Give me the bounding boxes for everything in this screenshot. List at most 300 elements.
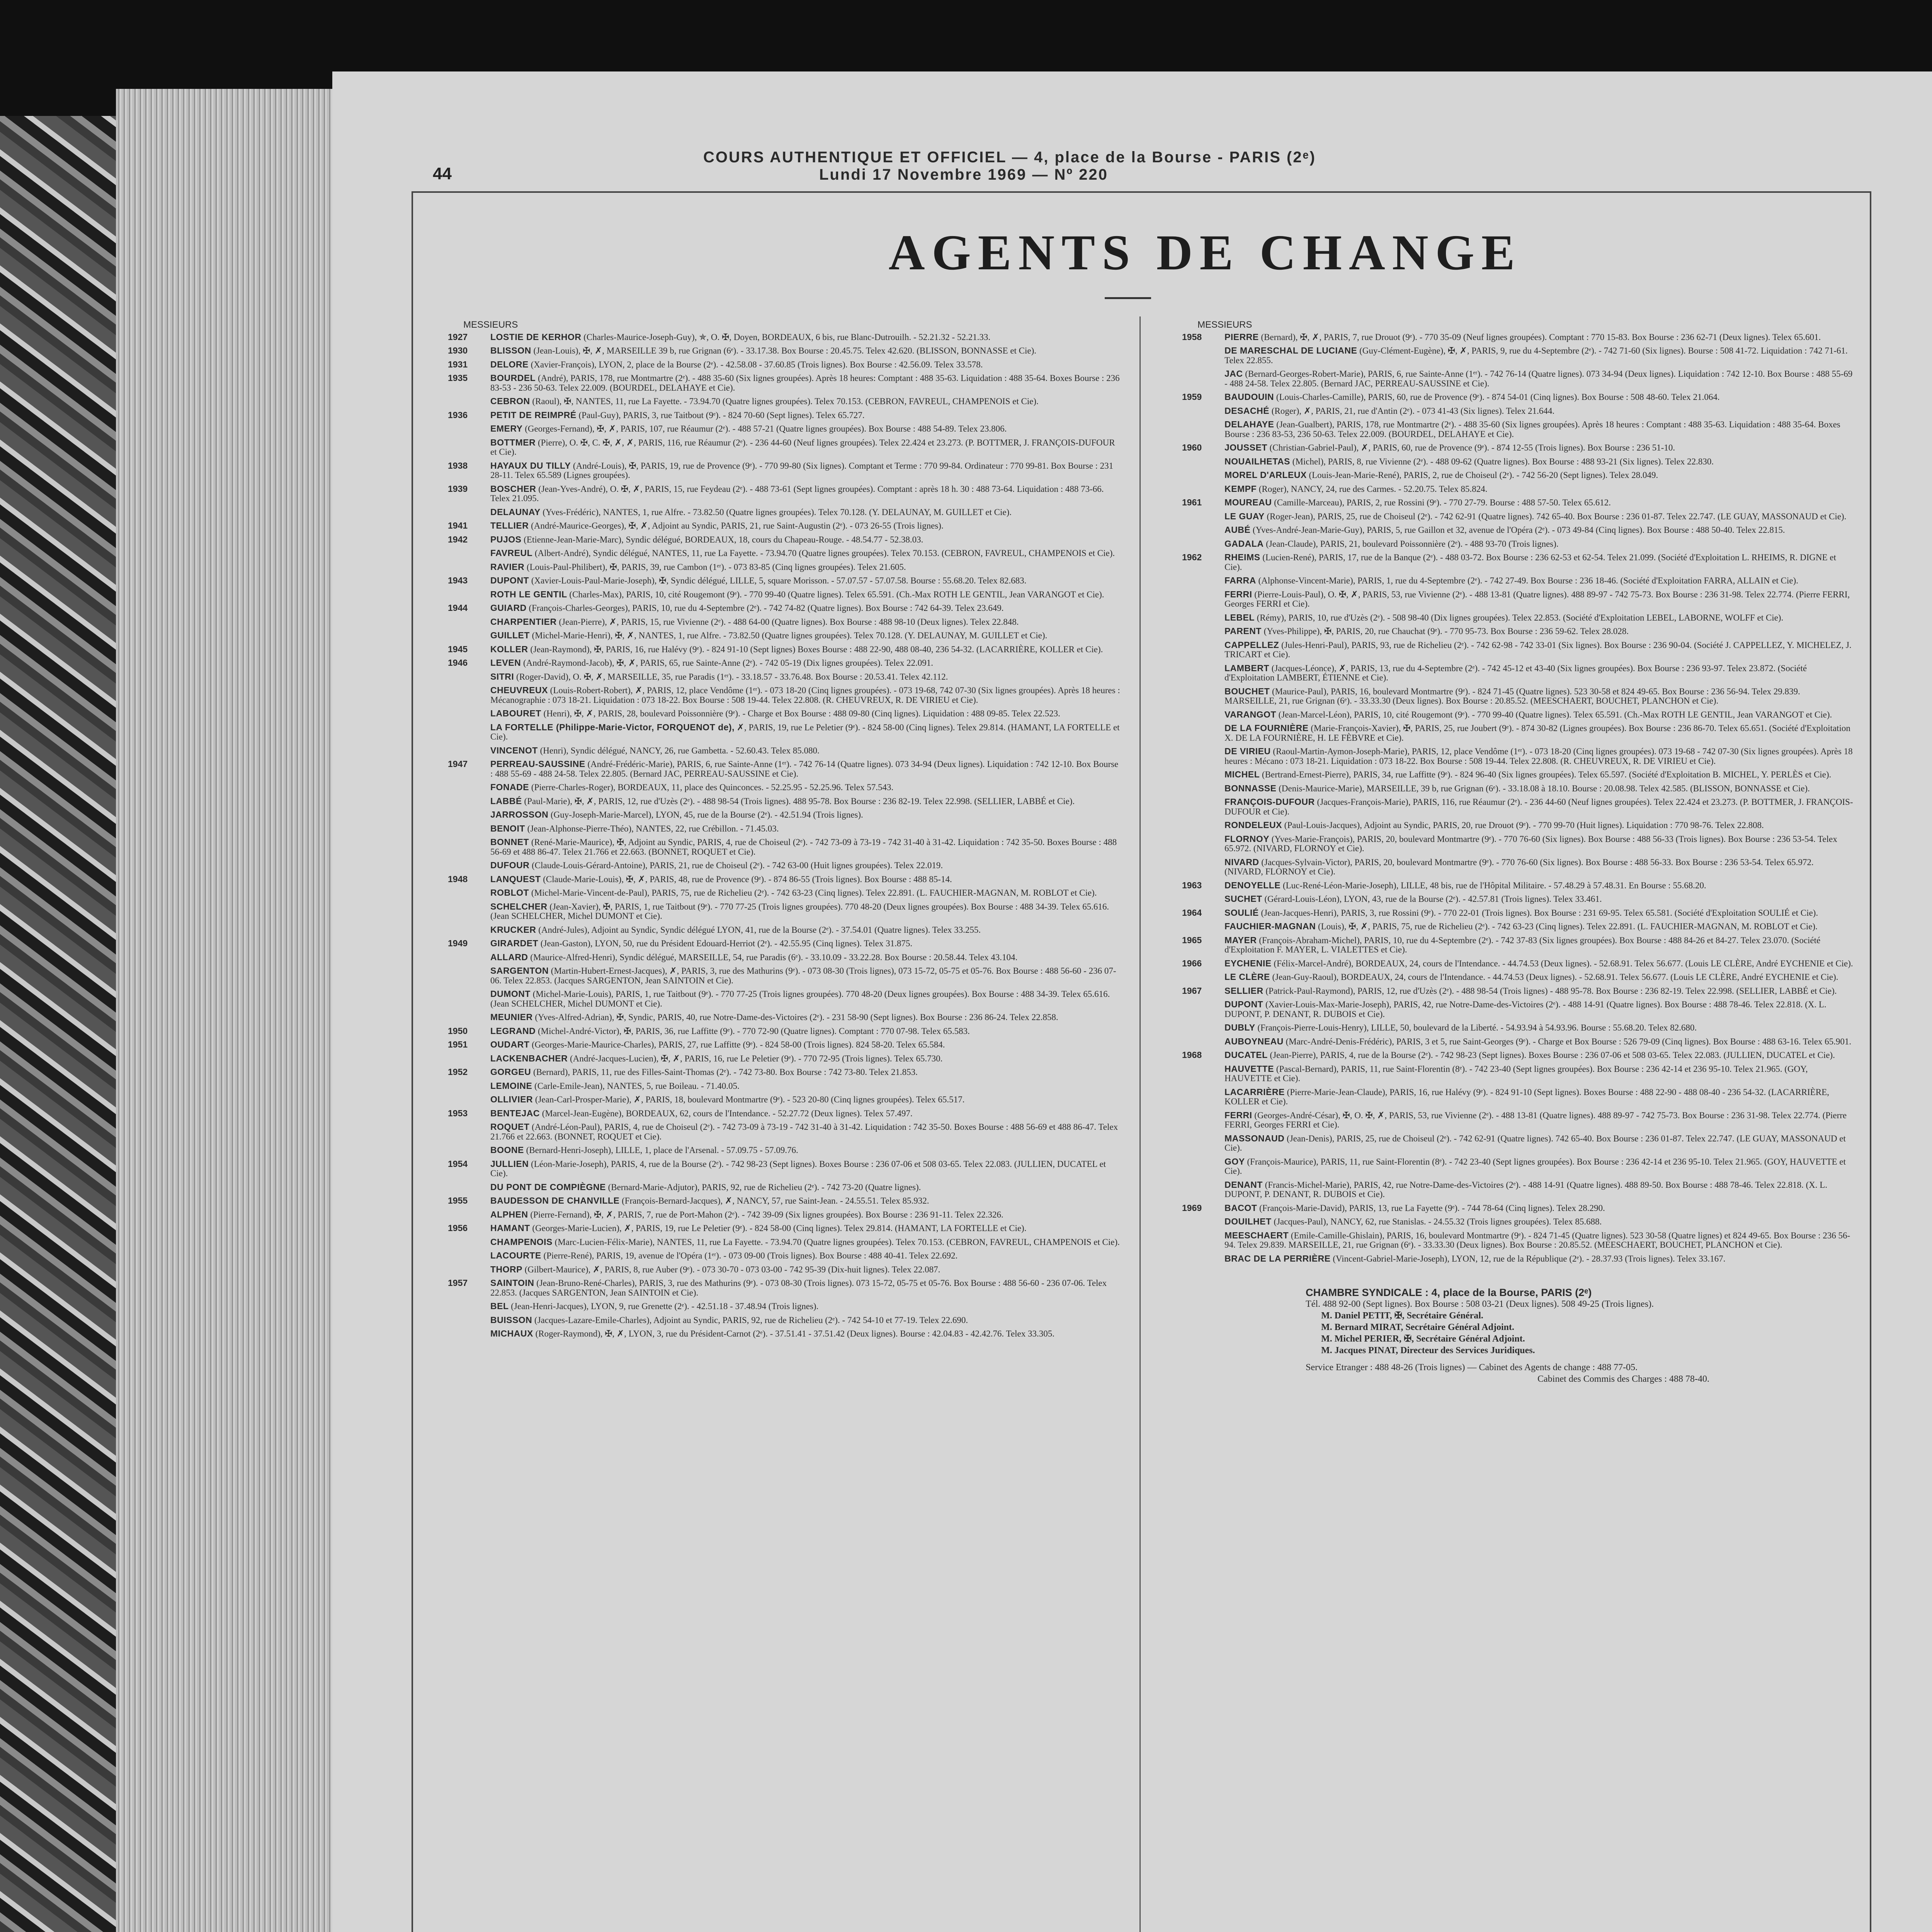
entry-year: 1965 [1182, 935, 1202, 945]
agent-entry [448, 373, 1120, 393]
agent-name: GOY [1225, 1156, 1245, 1167]
entry-year: 1969 [1182, 1202, 1202, 1213]
agent-details: (Jean-Alphonse-Pierre-Théo), NANTES, 22, rue Crébillon. - 71.45.03. [527, 823, 779, 833]
agent-name: RONDELEUX [1225, 820, 1282, 830]
agent-name: TELLIER [490, 520, 529, 531]
agent-name: LACOURTE [490, 1250, 541, 1260]
agent-entry [448, 672, 1120, 682]
agent-details: (André-Jules), Adjoint au Syndic, Syndic délégué LYON, 41, rue de la Bourse (2ᵉ). - 37.54.01 (Quatre lignes). Telex 33.255. [538, 925, 981, 935]
agent-details: (Louis-Paul-Philibert), ✠, PARIS, 39, rue Cambon (1ᵉʳ). - 073 83-85 (Cinq lignes groupées). Telex 21.605. [526, 562, 906, 572]
agent-details: (Pierre-Marie-Jean-Claude), PARIS, 16, rue Halévy (9ᵉ). - 824 91-10 (Sept lignes). Boxes Bourse : 488 22-90 - 488 08-40 - 236 54-32. (LACARRIÈRE, KOLLER et Cie). [1225, 1087, 1829, 1106]
agent-details: (François-Abraham-Michel), PARIS, 10, rue du 4-Septembre (2ᵉ). - 742 37-83 (Six lignes groupées). Box Bourse : 488 84-26 et 84-27. Telex 23.070. (Société d'Exploitation F. MAYER, L. VIALETTES et Cie). [1225, 935, 1821, 954]
agent-entry [448, 902, 1120, 921]
agent-entry [448, 685, 1120, 705]
agent-details: (Georges-Marie-Maurice-Charles), PARIS, 27, rue Laffitte (9ᵉ). - 824 58-00 (Trois lignes). 824 58-20. Telex 65.584. [532, 1040, 945, 1049]
agent-name: FARRA [1225, 575, 1256, 585]
agent-entry [1182, 986, 1854, 996]
agent-entry [1182, 935, 1854, 955]
agent-name: GORGEU [490, 1067, 531, 1077]
agent-details: (Guy-Joseph-Marie-Marcel), LYON, 45, rue de la Bourse (2ᵉ). - 42.51.94 (Trois lignes). [550, 810, 863, 820]
agent-entry [448, 796, 1120, 806]
agent-entry [448, 1182, 1120, 1192]
agent-name: BOONE [490, 1145, 524, 1155]
agent-name: BLISSON [490, 345, 531, 355]
agent-entry [448, 1159, 1120, 1179]
agent-name: LACKENBACHER [490, 1053, 568, 1063]
agent-entry [1182, 1254, 1854, 1264]
agent-entry [1182, 820, 1854, 830]
right-column [1182, 320, 1854, 1385]
agent-details: (Jean-Carl-Prosper-Marie), ✗, PARIS, 18, boulevard Montmartre (9ᵉ). - 523 20-80 (Cinq lignes groupées). Telex 65.517. [535, 1095, 965, 1104]
agent-name: DOUILHET [1225, 1216, 1272, 1226]
entry-year: 1951 [448, 1039, 468, 1049]
agent-entry [1182, 723, 1854, 743]
agent-entry [448, 925, 1120, 935]
agent-name: BEL [490, 1301, 509, 1311]
agent-details: (Pierre-Louis-Paul), O. ✠, ✗, PARIS, 53, rue Vivienne (2ᵉ). - 488 13-81 (Quatre lignes). 488 89-97 - 742 75-73. Box Bourse : 236 31-98. Telex 22.774. (Pierre FERRI, Georges FERRI et Cie). [1225, 589, 1850, 609]
agent-name: LOSTIE DE KERHOR [490, 332, 582, 342]
agent-details: (Claude-Marie-Louis), ✠, ✗, PARIS, 48, rue de Provence (9ᵉ). - 874 86-55 (Trois lignes). Box Bourse : 488 85-14. [543, 874, 952, 884]
agent-entry [448, 410, 1120, 420]
agent-details: (François-Charles-Georges), PARIS, 10, rue du 4-Septembre (2ᵉ). - 742 74-82 (Quatre lignes). Box Bourse : 742 64-39. Telex 23.649. [529, 603, 1004, 613]
column-heading: MESSIEURS [463, 320, 518, 330]
agent-entry [1182, 747, 1854, 766]
agent-entry [1182, 640, 1854, 660]
agent-entry [1182, 1180, 1854, 1199]
agent-entry [1182, 784, 1854, 794]
agent-entry [1182, 908, 1854, 918]
agent-entry [448, 360, 1120, 370]
agent-details: (Maurice-Paul), PARIS, 16, boulevard Montmartre (9ᵉ). - 824 71-45 (Quatre lignes). 523 30-58 et 824 49-65. Box Bourse : 236 56-94. Telex 29.839. MARSEILLE, 21, rue Grignan (6ᵉ). - 33.33.30 (Deux lignes). Box Bourse : 20.85.52. (MEESCHAERT, BOUCHET, PLANCHON et Cie). [1225, 686, 1800, 706]
agent-name: DE LA FOURNIÈRE [1225, 723, 1309, 733]
entry-year: 1927 [448, 332, 468, 342]
agent-entry [448, 1040, 1120, 1050]
agent-details: (Gilbert-Maurice), ✗, PARIS, 8, rue Auber (9ᵉ). - 073 30-70 - 073 03-00 - 742 95-39 (Dix-huit lignes). Telex 22.087. [524, 1264, 940, 1274]
agent-name: BAUDESSON DE CHANVILLE [490, 1196, 620, 1206]
entry-year: 1968 [1182, 1050, 1202, 1060]
agent-name: OLLIVIER [490, 1094, 533, 1104]
agent-details: (Yves-Frédéric), NANTES, 1, rue Alfre. - 73.82.50 (Quatre lignes groupées). Telex 70.128. (Y. DELAUNAY, M. GUILLET et Cie). [543, 507, 1012, 517]
agent-details: (Xavier-Louis-Max-Marie-Joseph), PARIS, 42, rue Notre-Dame-des-Victoires (2ᵉ). - 488 14-91 (Quatre lignes). Box Bourse : 488 78-46. Telex 22.818. (X. L. DUPONT, P. DENANT, R. DUBOIS et Cie). [1225, 1000, 1827, 1019]
agent-name: RAVIER [490, 561, 525, 572]
agent-details: (Pierre-Fernand), ✠, ✗, PARIS, 7, rue de Port-Mahon (2ᵉ). - 742 39-09 (Six lignes groupées). Box Bourse : 236 91-11. Telex 22.326. [530, 1209, 1003, 1219]
agent-details: (Raoul), ✠, NANTES, 11, rue La Fayette. - 73.94.70 (Quatre lignes groupées). Telex 70.153. (CEBRON, FAVREUL, CHAMPENOIS et Cie). [532, 396, 1039, 406]
agent-details: (Bernard-Marie-Adjutor), PARIS, 92, rue de Richelieu (2ᵉ). - 742 73-20 (Quatre lignes). [608, 1182, 921, 1192]
agent-details: (Xavier-François), LYON, 2, place de la Bourse (2ᵉ). - 42.58.08 - 37.60.85 (Trois lignes). Box Bourse : 42.56.09. Telex 33.578. [531, 359, 983, 369]
agent-entry [448, 782, 1120, 793]
agent-name: LABBÉ [490, 796, 522, 806]
entry-year: 1957 [448, 1278, 468, 1288]
agent-name: JAC [1225, 369, 1243, 379]
agent-entry [448, 346, 1120, 356]
entry-year: 1949 [448, 938, 468, 948]
agent-entry [448, 424, 1120, 434]
entry-year: 1930 [448, 345, 468, 355]
agent-details: (Jean-Louis), ✠, ✗, MARSEILLE 39 b, rue Grignan (6ᵉ). - 33.17.38. Box Bourse : 20.45.75. Telex 42.620. (BLISSON, BONNASSE et Cie). [533, 346, 1037, 355]
agent-details: (René-Marie-Maurice), ✠, Adjoint au Syndic, PARIS, 4, rue de Choiseul (2ᵉ). - 742 73-09 à 73-19 - 742 31-40 à 31-42. Liquidation : 742 35-50. Boxes Bourse : 488 56-69 et 488 86-47. Telex 21.766 et 22.663. (BONNET, ROQUET et Cie). [490, 837, 1117, 857]
agent-name: JOUSSET [1225, 442, 1267, 452]
agent-name: PIERRE [1225, 332, 1259, 342]
agent-details: (Paul-Guy), PARIS, 3, rue Taitbout (9ᵉ). - 824 70-60 (Sept lignes). Telex 65.727. [578, 410, 865, 420]
agent-details: (Michel-Marie-Henri), ✠, ✗, NANTES, 1, rue Alfre. - 73.82.50 (Quatre lignes groupées). Telex 70.128. (Y. DELAUNAY, M. GUILLET et Cie). [532, 631, 1048, 640]
agent-name: CHAMPENOIS [490, 1236, 553, 1247]
agent-name: FONADE [490, 782, 529, 792]
agent-entry [448, 837, 1120, 857]
agent-entry [1182, 857, 1854, 877]
agent-name: PERREAU-SAUSSINE [490, 759, 585, 769]
agent-details: (Michel-Marie-Vincent-de-Paul), PARIS, 75, rue de Richelieu (2ᵉ). - 742 63-23 (Cinq lignes). Telex 22.891. (L. FAUCHIER-MAGNAN, M. ROBLOT et Cie). [531, 888, 1097, 898]
agent-entry [1182, 894, 1854, 904]
chambre-member: M. Michel PERIER, ✠, Secrétaire Général Adjoint. [1321, 1334, 1525, 1344]
agent-name: JARROSSON [490, 810, 549, 820]
agent-entry [448, 484, 1120, 503]
entry-year: 1959 [1182, 392, 1202, 402]
column-heading: MESSIEURS [1197, 320, 1252, 330]
agent-details: (Léon-Marie-Joseph), PARIS, 4, rue de la Bourse (2ᵉ). - 742 98-23 (Sept lignes). Boxes Bourse : 236 07-06 et 508 03-65. Telex 22.083. (JULLIEN, DUCATEL et Cie). [490, 1159, 1106, 1178]
entry-year: 1956 [448, 1223, 468, 1233]
agent-details: (Jean-Gualbert), PARIS, 178, rue Montmartre (2ᵉ). - 488 35-60 (Six lignes groupées). Après 18 heures : Comptant : 488 35-63. Liquidation : 488 35-64. Boxes Bourse : 236 83-53, 236 50-63. Telex 22.009. (BOURDEL, DELAHAYE et Cie). [1225, 420, 1840, 439]
agent-details: (Jean-Gaston), LYON, 50, rue du Président Edouard-Herriot (2ᵉ). - 42.55.95 (Cinq lignes). Telex 31.875. [540, 939, 913, 948]
agent-entry [1182, 498, 1854, 508]
book-binding [0, 116, 128, 1932]
agent-entry [1182, 332, 1854, 342]
agent-details: (Etienne-Jean-Marie-Marc), Syndic délégué, BORDEAUX, 18, cours du Chapeau-Rouge. - 48.54.77 - 52.38.03. [524, 534, 923, 544]
agent-details: (Pierre-René), PARIS, 19, avenue de l'Opéra (1ᵉʳ). - 073 09-00 (Trois lignes). Box Bourse : 488 40-41. Telex 22.692. [543, 1251, 958, 1260]
agent-entry [448, 746, 1120, 756]
agent-name: MICHAUX [490, 1328, 533, 1338]
agent-details: (Roger-David), O. ✠, ✗, MARSEILLE, 35, rue Paradis (1ᵉʳ). - 33.18.57 - 33.76.48. Box Bourse : 20.53.41. Telex 42.112. [516, 672, 948, 682]
chambre-tel: Tél. 488 92-00 (Sept lignes). Box Bourse : 508 03-21 (Deux lignes). 508 49-25 (Trois lignes). [1306, 1299, 1654, 1309]
agent-entry [1182, 369, 1854, 388]
chambre-syndicale [1182, 1287, 1854, 1385]
agent-entry [1182, 1023, 1854, 1033]
agent-entry [448, 576, 1120, 586]
agent-entry [448, 1067, 1120, 1077]
agent-details: (Paul-Louis-Jacques), Adjoint au Syndic, PARIS, 20, rue Drouot (9ᵉ). - 770 99-70 (Huit lignes). Liquidation : 770 98-76. Telex 22.808. [1284, 820, 1764, 830]
agent-name: LAMBERT [1225, 663, 1269, 673]
agent-details: (François-Maurice), PARIS, 11, rue Saint-Florentin (8ᵉ). - 742 23-40 (Sept lignes groupées). Box Bourse : 236 42-14 et 236 95-10. Telex 21.965. (GOY, HAUVETTE et Cie). [1225, 1156, 1846, 1176]
agent-entry [448, 617, 1120, 627]
agent-name: LANQUEST [490, 874, 541, 884]
entry-year: 1961 [1182, 497, 1202, 507]
agent-name: BONNET [490, 837, 529, 847]
entry-year: 1939 [448, 483, 468, 494]
agent-name: DELORE [490, 359, 529, 369]
agent-entry [448, 952, 1120, 963]
agent-name: MASSONAUD [1225, 1133, 1285, 1143]
agent-name: PUJOS [490, 534, 522, 544]
entry-year: 1945 [448, 644, 468, 654]
agent-details: (Jean-Claude), PARIS, 21, boulevard Poissonnière (2ᵉ). - 488 93-70 (Trois lignes). [1266, 539, 1559, 549]
agent-details: (Jean-Marcel-Léon), PARIS, 10, cité Rougemont (9ᵉ). - 770 99-40 (Quatre lignes). Telex 65.591. (Ch.-Max ROTH LE GENTIL, Jean VARANGOT et Cie). [1278, 709, 1832, 719]
agent-details: (Maurice-Alfred-Henri), Syndic délégué, MARSEILLE, 54, rue Paradis (6ᵉ). - 33.10.09 - 33.22.28. Box Bourse : 20.58.44. Telex 43.104. [530, 952, 1018, 962]
agent-details: (François-Bernard-Jacques), ✗, NANCY, 57, rue Saint-Jean. - 24.55.51. Telex 85.932. [622, 1196, 929, 1206]
agent-details: (Michel-Marie-Louis), PARIS, 1, rue Taitbout (9ᵉ). - 770 77-25 (Trois lignes groupées). 770 48-20 (Deux lignes groupées). Box Bourse : 488 34-39. Telex 65.616. (Jean SCHELCHER, Michel DUMONT et Cie). [490, 989, 1110, 1009]
agent-name: HAMANT [490, 1223, 530, 1233]
agent-details: (Emile-Camille-Ghislain), PARIS, 16, boulevard Montmartre (9ᵉ). - 824 71-45 (Quatre lignes). 523 30-58 (Quatre lignes) et 824 49-65. Box Bourse : 236 56-94. Telex 29.839. MARSEILLE, 21, rue Grignan (6ᵉ). - 33.33.30 (Deux lignes). Box Bourse : 20.85.52. (MEESCHAERT, BOUCHET, PLANCHON et Cie). [1225, 1230, 1850, 1250]
agent-name: MEESCHAERT [1225, 1230, 1289, 1240]
agent-details: (François-Pierre-Louis-Henry), LILLE, 50, boulevard de la Liberté. - 54.93.94 à 54.93.96. Bourse : 55.68.20. Telex 82.680. [1257, 1023, 1697, 1032]
agent-entry [448, 590, 1120, 600]
agent-details: (Bernard-Georges-Robert-Marie), PARIS, 6, rue Sainte-Anne (1ᵉʳ). - 742 76-14 (Quatre lignes). 073 34-94 (Deux lignes). Liquidation : 742 12-10. Box Bourse : 488 55-69 - 488 24-58. Telex 22.805. (Bernard JAC, PERREAU-SAUSSINE et Cie). [1225, 369, 1853, 388]
agent-name: NOUAILHETAS [1225, 456, 1290, 466]
agent-details: (Francis-Michel-Marie), PARIS, 42, rue Notre-Dame-des-Victoires (2ᵉ). - 488 14-91 (Quatre lignes). 488 89-50. Box Bourse : 488 78-46. Telex 22.818. (X. L. DUPONT, P. DENANT, R. DUBOIS et Cie). [1225, 1180, 1828, 1199]
entry-year: 1960 [1182, 442, 1202, 452]
agent-details: (Roger-Jean), PARIS, 25, rue de Choiseul (2ᵉ). - 742 62-91 (Quatre lignes). 742 65-40. Box Bourse : 236 01-87. Telex 22.747. (LE GUAY, MASSONAUD et Cie). [1267, 511, 1847, 521]
agent-name: MAYER [1225, 935, 1257, 945]
entry-year: 1938 [448, 460, 468, 471]
agent-details: (André-Léon-Paul), PARIS, 4, rue de Choiseul (2ᵉ). - 742 73-09 à 73-19 - 742 31-40 à 31-42. Liquidation : 742 35-50. Boxes Bourse : 488 56-69 et 488 86-47. Telex 21.766 et 22.663. (BONNET, ROQUET et Cie). [490, 1122, 1118, 1141]
agent-name: PARENT [1225, 626, 1262, 636]
agent-name: BUISSON [490, 1315, 532, 1325]
agent-entry [448, 1081, 1120, 1091]
agent-details: (Henri), Syndic délégué, NANCY, 26, rue Gambetta. - 52.60.43. Telex 85.080. [540, 745, 820, 755]
agent-details: (Marcel-Jean-Eugène), BORDEAUX, 62, cours de l'Intendance. - 52.27.72 (Deux lignes). Telex 57.497. [542, 1108, 913, 1118]
agent-details: (Jean-Jacques-Henri), PARIS, 3, rue Rossini (9ᵉ). - 770 22-01 (Trois lignes). Box Bourse : 231 69-95. Telex 65.581. (Société d'Exploitation SOULIÉ et Cie). [1261, 908, 1818, 918]
agent-name: BRAC DE LA PERRIÈRE [1225, 1253, 1331, 1264]
agent-details: (Louis), ✠, ✗, PARIS, 75, rue de Richelieu (2ᵉ). - 742 63-23 (Cinq lignes). Telex 22.891. (L. FAUCHIER-MAGNAN, M. ROBLOT et Cie). [1318, 922, 1818, 931]
agent-details: (Marc-Lucien-Félix-Marie), NANTES, 11, rue La Fayette. - 73.94.70 (Quatre lignes groupées). Telex 70.153. (CEBRON, FAVREUL, CHAMPENOIS et Cie). [554, 1237, 1120, 1247]
agent-entry [448, 1210, 1120, 1220]
agent-name: BOUCHET [1225, 686, 1270, 696]
agent-entry [1182, 470, 1854, 480]
agent-entry [1182, 687, 1854, 706]
agent-details: (Jacques-Lazare-Emile-Charles), Adjoint au Syndic, PARIS, 92, rue de Richelieu (2ᵉ). - 742 54-10 et 77-19. Telex 22.690. [534, 1315, 968, 1325]
agent-entry [1182, 1111, 1854, 1130]
agent-entry [448, 1109, 1120, 1119]
agent-details: (Jacques-François-Marie), PARIS, 116, rue Réaumur (2ᵉ). - 236 44-60 (Neuf lignes groupées). Telex 22.424 et 23.273. (P. BOTTMER, J. FRANÇOIS-DUFOUR et Cie). [1225, 797, 1853, 816]
agent-name: FERRI [1225, 589, 1252, 599]
chambre-member: M. Bernard MIRAT, Secrétaire Général Adjoint. [1321, 1322, 1514, 1332]
agent-details: (André), PARIS, 178, rue Montmartre (2ᵉ). - 488 35-60 (Six lignes groupées). Après 18 heures: Comptant : 488 35-63. Liquidation : 488 35-64. Boxes Bourse : 236 83-53 - 236 50-63. Telex 22.009. (BOURDEL, DELAHAYE et Cie). [490, 373, 1120, 393]
agent-entry [1182, 1064, 1854, 1083]
agent-details: (Jacques-Paul), NANCY, 62, rue Stanislas. - 24.55.32 (Trois lignes groupées). Telex 85.688. [1274, 1217, 1602, 1226]
agent-entry [1182, 613, 1854, 623]
agent-details: (Patrick-Paul-Raymond), PARIS, 12, rue d'Uzès (2ᵉ). - 488 98-54 (Trois lignes) - 488 95-78. Box Bourse : 236 82-19. Telex 22.998. (SELLIER, LABBÉ et Cie). [1265, 986, 1837, 996]
agent-name: LE CLÈRE [1225, 972, 1270, 982]
agent-details: (Pierre-Charles-Roger), BORDEAUX, 11, place des Quinconces. - 52.25.95 - 52.25.96. Telex 57.543. [531, 782, 894, 792]
agent-entry [448, 548, 1120, 558]
agent-entry [1182, 1134, 1854, 1153]
agent-name: LEGRAND [490, 1026, 536, 1036]
agent-details: (Marc-André-Denis-Frédéric), PARIS, 3 et 5, rue Saint-Georges (9ᵉ). - Charge et Box Bourse : 526 79-09 (Cinq lignes). Box Bourse : 488 63-16. Telex 65.901. [1286, 1036, 1852, 1046]
agent-name: SUCHET [1225, 894, 1262, 904]
agent-details: (Carle-Emile-Jean), NANTES, 5, rue Boileau. - 71.40.05. [534, 1081, 740, 1091]
agent-details: (Bernard-Henri-Joseph), LILLE, 1, place de l'Arsenal. - 57.09.75 - 57.09.76. [526, 1145, 798, 1155]
entry-year: 1935 [448, 373, 468, 383]
agent-name: SCHELCHER [490, 901, 548, 912]
agent-entry [448, 1095, 1120, 1105]
agent-name: ALLARD [490, 952, 528, 962]
agent-entry [448, 562, 1120, 572]
header-line-1: COURS AUTHENTIQUE ET OFFICIEL — 4, place de la Bourse - PARIS (2ᵉ) [703, 149, 1316, 166]
agent-entry [448, 1301, 1120, 1311]
agent-entry [448, 507, 1120, 517]
agent-entry [448, 1012, 1120, 1022]
agent-name: DUBLY [1225, 1022, 1255, 1032]
agent-name: HAUVETTE [1225, 1063, 1274, 1074]
agent-details: (Michel), PARIS, 8, rue Vivienne (2ᵉ). - 488 09-62 (Quatre lignes). Box Bourse : 488 93-21 (Six lignes). Telex 22.830. [1292, 456, 1714, 466]
agent-details: (Louis-Jean-Marie-René), PARIS, 2, rue de Choiseul (2ᵉ). - 742 56-20 (Sept lignes). Telex 28.049. [1309, 470, 1658, 480]
agent-details: (Georges-Marie-Lucien), ✗, PARIS, 19, rue Le Peletier (9ᵉ). - 824 58-00 (Cinq lignes). Telex 29.814. (HAMANT, LA FORTELLE et Cie). [532, 1223, 1027, 1233]
entry-year: 1954 [448, 1158, 468, 1169]
agent-entry [448, 1278, 1120, 1298]
agent-name: DUCATEL [1225, 1050, 1268, 1060]
agent-entry [1182, 710, 1854, 720]
agent-name: DUPONT [1225, 999, 1264, 1009]
entry-year: 1950 [448, 1026, 468, 1036]
agent-entry [1182, 663, 1854, 683]
agent-entry [1182, 770, 1854, 780]
right-entries [1182, 332, 1854, 1264]
agent-name: KOLLER [490, 644, 528, 654]
agent-entry [1182, 1037, 1854, 1047]
agent-entry [448, 438, 1120, 457]
agent-entry [448, 810, 1120, 820]
agent-name: DUPONT [490, 575, 529, 585]
agent-details: (Jean-Bruno-René-Charles), PARIS, 3, rue des Mathurins (9ᵉ). - 073 08-30 (Trois lignes). 073 15-72, 05-75 et 05-76. Box Bourse : 488 56-60 - 236 07-06. Telex 22.853. (Jacques SARGENTON, Jean SAINTOIN et Cie). [490, 1278, 1107, 1298]
agent-entry [1182, 1231, 1854, 1250]
agent-details: (Félix-Marcel-André), BORDEAUX, 24, cours de l'Intendance. - 44.74.53 (Deux lignes). - 52.68.91. Telex 56.677. (Louis LE CLÈRE, André EYCHENIE et Cie). [1274, 958, 1853, 968]
agent-entry [1182, 392, 1854, 402]
agent-entry [1182, 1203, 1854, 1213]
agent-entry [1182, 576, 1854, 586]
agent-entry [448, 645, 1120, 655]
agent-details: (André-Frédéric-Marie), PARIS, 6, rue Sainte-Anne (1ᵉʳ). - 742 76-14 (Quatre lignes). 073 34-94 (Deux lignes). Liquidation : 742 12-10. Box Bourse : 488 55-69 - 488 24-58. Telex 22.805. (Bernard JAC, PERREAU-SAUSSINE et Cie). [490, 759, 1119, 779]
agent-name: LA FORTELLE (Philippe-Marie-Victor, FORQUENOT de), [490, 722, 735, 732]
agent-details: (Jean-Raymond), ✠, PARIS, 16, rue Halévy (9ᵉ). - 824 91-10 (Sept lignes) Boxes Bourse : 488 22-90, 488 08-40, 236 54-32. (LACARRIÈRE, KOLLER et Cie). [530, 644, 1103, 654]
agent-name: KEMPF [1225, 483, 1257, 494]
agent-name: FERRI [1225, 1110, 1252, 1120]
agent-details: (Lucien-René), PARIS, 17, rue de la Banque (2ᵉ). - 488 03-72. Box Bourse : 236 62-53 et 62-54. Telex 21.099. (Société d'Exploitation L. RHEIMS, R. DIGNE et Cie). [1225, 553, 1836, 572]
agent-name: FAUCHIER-MAGNAN [1225, 921, 1316, 931]
agent-name: SITRI [490, 671, 514, 682]
agent-name: ROTH LE GENTIL [490, 589, 567, 599]
agent-name: VARANGOT [1225, 709, 1276, 719]
agent-name: MEUNIER [490, 1012, 533, 1022]
agent-name: DE MARESCHAL DE LUCIANE [1225, 345, 1357, 355]
agent-details: (Jean-Denis), PARIS, 25, rue de Choiseul (2ᵉ). - 742 62-91 (Quatre lignes). 742 65-40. Box Bourse : 236 01-87. Telex 22.747. (LE GUAY, MASSONAUD et Cie). [1225, 1133, 1846, 1153]
chambre-heading: CHAMBRE SYNDICALE : 4, place de la Bourse, PARIS (2ᵉ) [1306, 1287, 1592, 1298]
agent-name: DUMONT [490, 989, 531, 999]
entry-year: 1936 [448, 410, 468, 420]
content-frame [412, 191, 1871, 1932]
agent-entry [448, 1223, 1120, 1233]
entry-year: 1941 [448, 520, 468, 531]
agent-details: (Denis-Maurice-Marie), MARSEILLE, 39 b, rue Grignan (6ᵉ). - 33.18.08 à 18.10. Bourse : 20.08.98. Telex 42.585. (BLISSON, BONNASSE et Cie). [1279, 783, 1810, 793]
agent-entry [448, 631, 1120, 641]
agent-details: (Louis-Robert-Robert), ✗, PARIS, 12, place Vendôme (1ᵉʳ). - 073 18-20 (Cinq lignes groupées). - 073 19-68, 742 07-30 (Six lignes groupées). Après 18 heures : Mécanographie : 073 18-21. Liquidation : 073 18-22. Box Bourse : 508 19-44. Telex 22.808. (R. CHEUVREUX, R. DE VIRIEU et Cie). [490, 685, 1120, 705]
agent-details: (Jacques-Sylvain-Victor), PARIS, 20, boulevard Montmartre (9ᵉ). - 770 76-60 (Six lignes). Box Bourse : 488 56-33. Box Bourse : 236 53-54. Telex 65.972. (NIVARD, FLORNOY et Cie). [1225, 857, 1814, 876]
agent-details: (Charles-Max), PARIS, 10, cité Rougemont (9ᵉ). - 770 99-40 (Quatre lignes). Telex 65.591. (Ch.-Max ROTH LE GENTIL, Jean VARANGOT et Cie). [569, 589, 1104, 599]
agent-entry [448, 966, 1120, 985]
agent-details: (Paul-Marie), ✠, ✗, PARIS, 12, rue d'Uzès (2ᵉ). - 488 98-54 (Trois lignes). 488 95-78. Box Bourse : 236 82-19. Telex 22.998. (SELLIER, LABBÉ et Cie). [524, 796, 1075, 806]
agent-details: (Michel-André-Victor), ✠, PARIS, 36, rue Laffitte (9ᵉ). - 770 72-90 (Quatre lignes). Comptant : 770 07-98. Telex 65.583. [537, 1026, 970, 1036]
agent-name: SAINTOIN [490, 1278, 534, 1288]
agent-name: LEMOINE [490, 1080, 532, 1091]
page-number: 44 [433, 164, 452, 183]
agent-name: VINCENOT [490, 745, 538, 755]
agent-name: BONNASSE [1225, 783, 1277, 793]
agent-details: (Yves-Philippe), ✠, PARIS, 20, rue Chauchat (9ᵉ). - 770 95-73. Box Bourse : 236 59-62. Telex 28.028. [1264, 626, 1629, 636]
agent-name: BACOT [1225, 1202, 1257, 1213]
entry-year: 1953 [448, 1108, 468, 1118]
agent-name: NIVARD [1225, 857, 1259, 867]
agent-details: (Alphonse-Vincent-Marie), PARIS, 1, rue du 4-Septembre (2ᵉ). - 742 27-49. Box Bourse : 236 18-46. (Société d'Exploitation FARRA, ALLAIN et Cie). [1258, 576, 1798, 585]
agent-details: (Pierre), O. ✠, C. ✠, ✗, ✗, PARIS, 116, rue Réaumur (2ᵉ). - 236 44-60 (Neuf lignes groupées). Telex 22.424 et 23.273. (P. BOTTMER, J. FRANÇOIS-DUFOUR et Cie). [490, 437, 1115, 457]
chambre-member: M. Daniel PETIT, ✠, Secrétaire Général. [1321, 1311, 1483, 1321]
entry-year: 1964 [1182, 907, 1202, 918]
agent-name: CEBRON [490, 396, 530, 406]
agent-entry [448, 824, 1120, 834]
agent-entry [448, 461, 1120, 480]
agent-details: (Henri), ✠, ✗, PARIS, 28, boulevard Poissonnière (9ᵉ). - Charge et Box Bourse : 488 09-80 (Cinq lignes). Liquidation : 488 09-85. Telex 22.523. [543, 709, 1060, 718]
agent-name: LE GUAY [1225, 511, 1265, 521]
agent-entry [448, 888, 1120, 898]
entry-year: 1944 [448, 603, 468, 613]
agent-entry [448, 535, 1120, 545]
page-title: AGENTS DE CHANGE [888, 225, 1522, 281]
agent-details: (Roger), NANCY, 24, rue des Carmes. - 52.20.75. Telex 85.824. [1259, 484, 1488, 494]
agent-entry [448, 332, 1120, 342]
agent-entry [1182, 1157, 1854, 1176]
agent-name: FAVREUL [490, 548, 533, 558]
agent-entry [448, 658, 1120, 668]
agent-details: (Jean-Guy-Raoul), BORDEAUX, 24, cours de l'Intendance. - 44.74.53 (Deux lignes). - 52.68.91. Telex 56.677. (Louis LE CLÈRE, André EYCHENIE et Cie). [1272, 972, 1838, 982]
agent-name: OUDART [490, 1039, 530, 1049]
agent-name: DENANT [1225, 1179, 1263, 1190]
agent-name: LACARRIÈRE [1225, 1087, 1285, 1097]
agent-entry [1182, 1000, 1854, 1019]
agent-name: ALPHEN [490, 1209, 528, 1219]
agent-name: AUBOYNEAU [1225, 1036, 1284, 1046]
agent-name: MOUREAU [1225, 497, 1272, 507]
agent-entry [1182, 959, 1854, 969]
agent-entry [1182, 484, 1854, 494]
agent-details: (Jacques-Léonce), ✗, PARIS, 13, rue du 4-Septembre (2ᵉ). - 742 45-12 et 43-40 (Six lignes groupées). Box Bourse : 236 93-97. Telex 23.872. (Société d'Exploitation LAMBERT, ÉTIENNE et Cie). [1225, 663, 1807, 682]
entry-year: 1955 [448, 1196, 468, 1206]
agent-entry [1182, 1087, 1854, 1107]
agent-entry [1182, 972, 1854, 982]
agent-name: DE VIRIEU [1225, 746, 1271, 756]
agent-name: GIRARDET [490, 938, 539, 948]
agent-name: HAYAUX DU TILLY [490, 460, 571, 471]
agent-details: (André-Raymond-Jacob), ✠, ✗, PARIS, 65, rue Sainte-Anne (2ᵉ). - 742 05-19 (Dix lignes groupées). Telex 22.091. [523, 658, 933, 668]
agent-name: PETIT DE REIMPRÉ [490, 410, 577, 420]
entry-year: 1967 [1182, 985, 1202, 996]
agent-name: DELAHAYE [1225, 419, 1274, 429]
agent-name: MICHEL [1225, 769, 1260, 779]
agent-entry [1182, 590, 1854, 609]
agent-entry [448, 759, 1120, 779]
chambre-service: Service Etranger : 488 48-26 (Trois lignes) — Cabinet des Agents de change : 488 77-05. [1306, 1362, 1638, 1372]
agent-details: (Rémy), PARIS, 10, rue d'Uzès (2ᵉ). - 508 98-40 (Dix lignes groupées). Telex 22.853. (Société d'Exploitation LEBEL, LABORNE, WOLFF et Cie). [1257, 612, 1784, 622]
agent-entry [1182, 512, 1854, 522]
agent-entry [448, 603, 1120, 613]
agent-name: BENTEJAC [490, 1108, 540, 1118]
agent-entry [448, 1329, 1120, 1339]
agent-details: (François-Marie-David), PARIS, 13, rue La Fayette (9ᵉ). - 744 78-64 (Cinq lignes). Telex 28.290. [1259, 1203, 1605, 1213]
agent-details: (André-Louis), ✠, PARIS, 19, rue de Provence (9ᵉ). - 770 99-80 (Six lignes). Comptant et Terme : 770 99-84. Ordinateur : 770 99-81. Box Bourse : 231 28-11. Telex 65.589 (Lignes groupées). [490, 461, 1114, 480]
agent-name: EYCHENIE [1225, 958, 1272, 968]
agent-name: FLORNOY [1225, 833, 1269, 844]
agent-entry [448, 1265, 1120, 1275]
agent-entry [448, 1196, 1120, 1206]
agent-entry [1182, 443, 1854, 453]
header-line-2: Lundi 17 Novembre 1969 — Nº 220 [819, 166, 1108, 183]
agent-entry [448, 709, 1120, 719]
agent-details: (Jean-Pierre), PARIS, 4, rue de la Bourse (2ᵉ). - 742 98-23 (Sept lignes). Boxes Bourse : 236 07-06 et 508 03-65. Telex 22.083. (JULLIEN, DUCATEL et Cie). [1270, 1050, 1835, 1060]
